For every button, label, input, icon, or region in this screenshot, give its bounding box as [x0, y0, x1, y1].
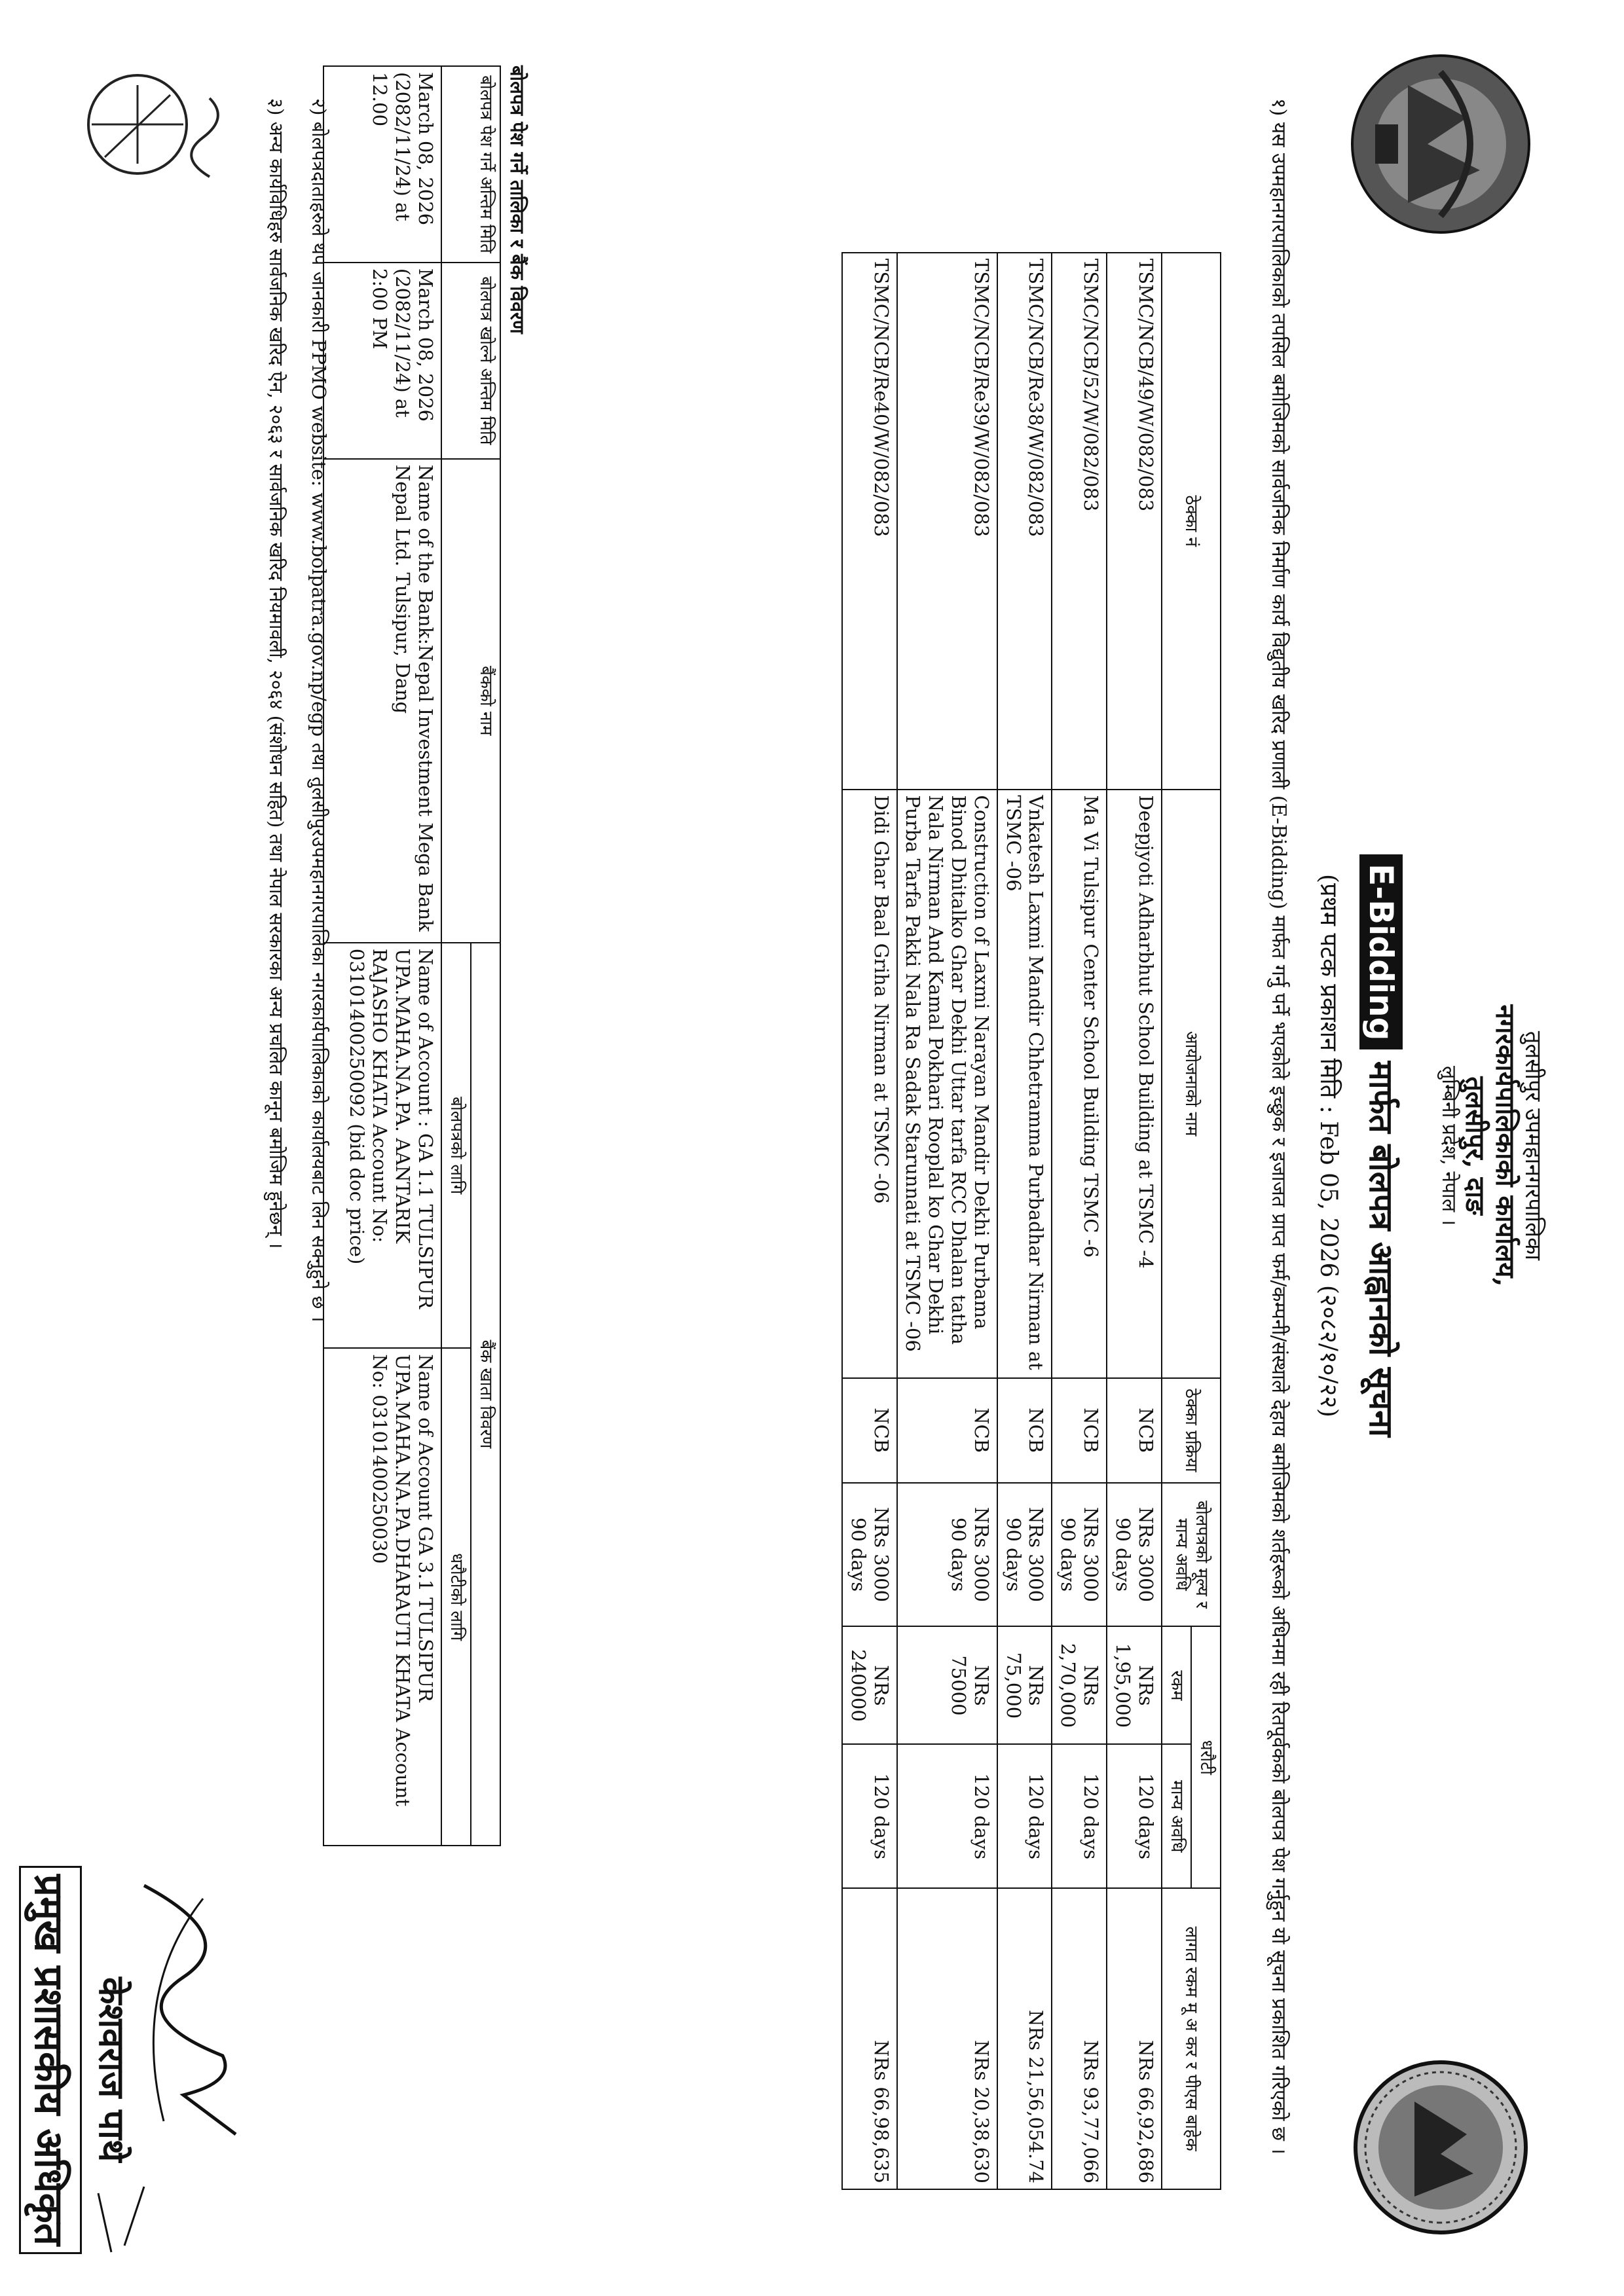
- header-province: लुम्बिनी प्रदेश, नेपाल ।: [1437, 1065, 1460, 1226]
- notice-paragraph: १) यस उपमहानगरपालिकाको तपसिल बमोजिमको सार्वजनिक निर्माण कार्य विद्युतीय खरिद प्रणाली (E-Bidding) मार्फत गर्नु पर्ने भएकोले इच्छुक र इजाजत प्राप्त फर्म/कम्पनी/संस्थाले देहाय बमोजिमको शर्तहरूको अधिनमा रही रितपूर्वकको बोलपत्र पेश गर्नुहुन यो सूचना प्रकाशित गरिएको छ ।: [1267, 98, 1290, 2155]
- security-validity-cell: 120 days: [1107, 1744, 1162, 1888]
- signature-seal-icon: [79, 59, 236, 203]
- contract-no-cell: TSMC/NCB/52/W/082/083: [1052, 253, 1107, 790]
- project-name-cell: Ma Vi Tulsipur Center School Building TSMC -6: [1052, 790, 1107, 1378]
- nepal-emblem-icon: [1342, 46, 1539, 242]
- table-row: [1107, 253, 1162, 2189]
- works-table: [841, 252, 1221, 2190]
- security-amount-cell: NRs 1,95,000: [1107, 1626, 1162, 1744]
- procurement-cell: NCB: [897, 1378, 997, 1483]
- contract-no-cell: TSMC/NCB/49/W/082/083: [1107, 253, 1162, 790]
- project-name-cell: Deepjyoti Adharbhut School Building at TSMC -4: [1107, 790, 1162, 1378]
- security-amount-cell: NRs 75000: [897, 1626, 997, 1744]
- title-ebidding: E-Bidding: [1359, 854, 1403, 1049]
- notice-subtitle: (प्रथम पटक प्रकाशन मिति : Feb 05, 2026 (२०८२/१०/२२): [1315, 874, 1342, 1417]
- th-account-details: बैंक खाता विवरण: [471, 943, 500, 1846]
- table-row: [1052, 253, 1107, 2189]
- procurement-cell: NCB: [1052, 1378, 1107, 1483]
- table-row: [897, 253, 997, 2189]
- margin-mark-icon: [52, 2174, 183, 2265]
- officer-name: केशवराज पाथे: [91, 1977, 132, 2162]
- cost-cell: NRs 66,98,635: [842, 1888, 897, 2189]
- cost-cell: NRs 21,56,054.74: [997, 1888, 1052, 2189]
- th-validity: मान्य अवधि: [1162, 1744, 1191, 1888]
- th-security: धरौटी: [1191, 1626, 1221, 1888]
- contract-no-cell: TSMC/NCB/Re40/W/082/083: [842, 253, 897, 790]
- th-contract-no: ठेक्का नं: [1162, 253, 1221, 790]
- bank-table: [323, 65, 501, 1846]
- bid-doc-cell: NRs 3000 90 days: [1107, 1483, 1162, 1627]
- security-amount-cell: NRs 240000: [842, 1626, 897, 1744]
- th-for-bid: बोलपत्रको लागि: [441, 943, 471, 1349]
- municipality-logo-icon: [1342, 2043, 1539, 2252]
- officer-title: प्रमुख प्रशासकीय अधिकृत: [19, 1866, 82, 2254]
- table-row: [997, 253, 1052, 2189]
- submit-date: March 08, 2026 (2082/11/24) at 12.00: [323, 66, 441, 263]
- th-for-security: धरौटीको लागि: [441, 1348, 471, 1846]
- security-validity-cell: 120 days: [842, 1744, 897, 1888]
- security-validity-cell: 120 days: [897, 1744, 997, 1888]
- th-project-name: आयोजनाको नाम: [1162, 790, 1221, 1378]
- bank-section-title: बोलपत्र पेश गर्ने तालिका र बैंक विवरण: [506, 65, 528, 334]
- header-office: नगरकार्यपालिकाको कार्यालय,: [1489, 1004, 1521, 1287]
- footer-note-2: २) बोलपत्रदाताहरुले थप जानकारी PPMO website: www.bolpatra.gov.np/egp तथा तुलसीपुरउपमहानगरपालिका नगरकार्यपालिकाको कार्यालयबाट लिन सक्नुहुने छ ।: [308, 98, 330, 1322]
- cost-cell: NRs 93,77,066: [1052, 1888, 1107, 2189]
- security-validity-cell: 120 days: [997, 1744, 1052, 1888]
- security-account: Name of Account GA 3.1 TULSIPUR UPA.MAHA.NA.PA.DHARAUTI KHATA Account No: 03101400250030: [323, 1348, 441, 1846]
- th-submit-date: बोलपत्र पेश गर्ने अन्तिम मिति: [441, 66, 500, 263]
- bid-doc-cell: NRs 3000 90 days: [842, 1483, 897, 1627]
- procurement-cell: NCB: [997, 1378, 1052, 1483]
- header-location: तुलसीपुर, दाङ: [1459, 1076, 1490, 1215]
- notice-title: [1359, 655, 1405, 1637]
- footer-note-3: ३) अन्य कार्यविधिहरु सार्वजनिक खरिद ऐन, २०६३ र सार्वजनिक खरिद नियमावली, २०६४ (संशोधन सहित) तथा नेपाल सरकारका अन्य प्रचलित कानून बमोजिम हुनेछन् ।: [265, 98, 287, 1249]
- procurement-cell: NCB: [1107, 1378, 1162, 1483]
- procurement-cell: NCB: [842, 1378, 897, 1483]
- security-amount-cell: NRs 75,000: [997, 1626, 1052, 1744]
- th-amount: रकम: [1162, 1626, 1191, 1744]
- contract-no-cell: TSMC/NCB/Re39/W/082/083: [897, 253, 997, 790]
- th-bid-doc: बोलपत्रको मूल्य र मान्य अवधि: [1162, 1483, 1221, 1627]
- cost-cell: NRs 20,38,630: [897, 1888, 997, 2189]
- bid-doc-cell: NRs 3000 90 days: [897, 1483, 997, 1627]
- security-amount-cell: NRs 2,70,000: [1052, 1626, 1107, 1744]
- th-open-date: बोलपत्र खोल्ने अन्तिम मिति: [441, 263, 500, 459]
- project-name-cell: Vnkatesh Laxmi Mandir Chhetramma Purbadhar Nirman at TSMC -06: [997, 790, 1052, 1378]
- th-bank-name: बैंकको नाम: [441, 459, 500, 943]
- open-date: March 08, 2026 (2082/11/24) at 2:00 PM: [323, 263, 441, 459]
- th-procurement: ठेक्का प्रक्रिया: [1162, 1378, 1221, 1483]
- bid-doc-cell: NRs 3000 90 days: [997, 1483, 1052, 1627]
- contract-no-cell: TSMC/NCB/Re38/W/082/083: [997, 253, 1052, 790]
- cost-cell: NRs 66,92,686: [1107, 1888, 1162, 2189]
- project-name-cell: Construction of Laxmi Narayan Mandir Dekhi Purbama Binod Dhitalko Ghar Dekhi Uttar tarfa RCC Dhalan tatha Nala Nirman And Kamal Pokhari Rooplal ko Ghar Dekhi Purba Tarfa Pakki Nala Ra Sadak Starunnati at TSMC -06: [897, 790, 997, 1378]
- header-municipality: तुलसीपुर उपमहानगरपालिका: [1520, 1030, 1546, 1261]
- project-name-cell: Didi Ghar Baal Griha Nirman at TSMC -06: [842, 790, 897, 1378]
- title-rest: मार्फत बोलपत्र आह्वानको सूचना: [1362, 1049, 1401, 1437]
- table-row: [842, 253, 897, 2189]
- bank-name: Name of the Bank:Nepal Investment Mega Bank Nepal Ltd. Tulsipur, Dang: [323, 459, 441, 943]
- security-validity-cell: 120 days: [1052, 1744, 1107, 1888]
- th-cost: लागत रकम मू अ कर र पीएस बाहेक: [1162, 1888, 1221, 2189]
- bid-doc-cell: NRs 3000 90 days: [1052, 1483, 1107, 1627]
- bid-account: Name of Account : GA 1.1 TULSIPUR UPA.MAHA.NA.PA. AANTARIK RAJASHO KHATA Account No: 03101400250092 (bid doc price): [323, 943, 441, 1349]
